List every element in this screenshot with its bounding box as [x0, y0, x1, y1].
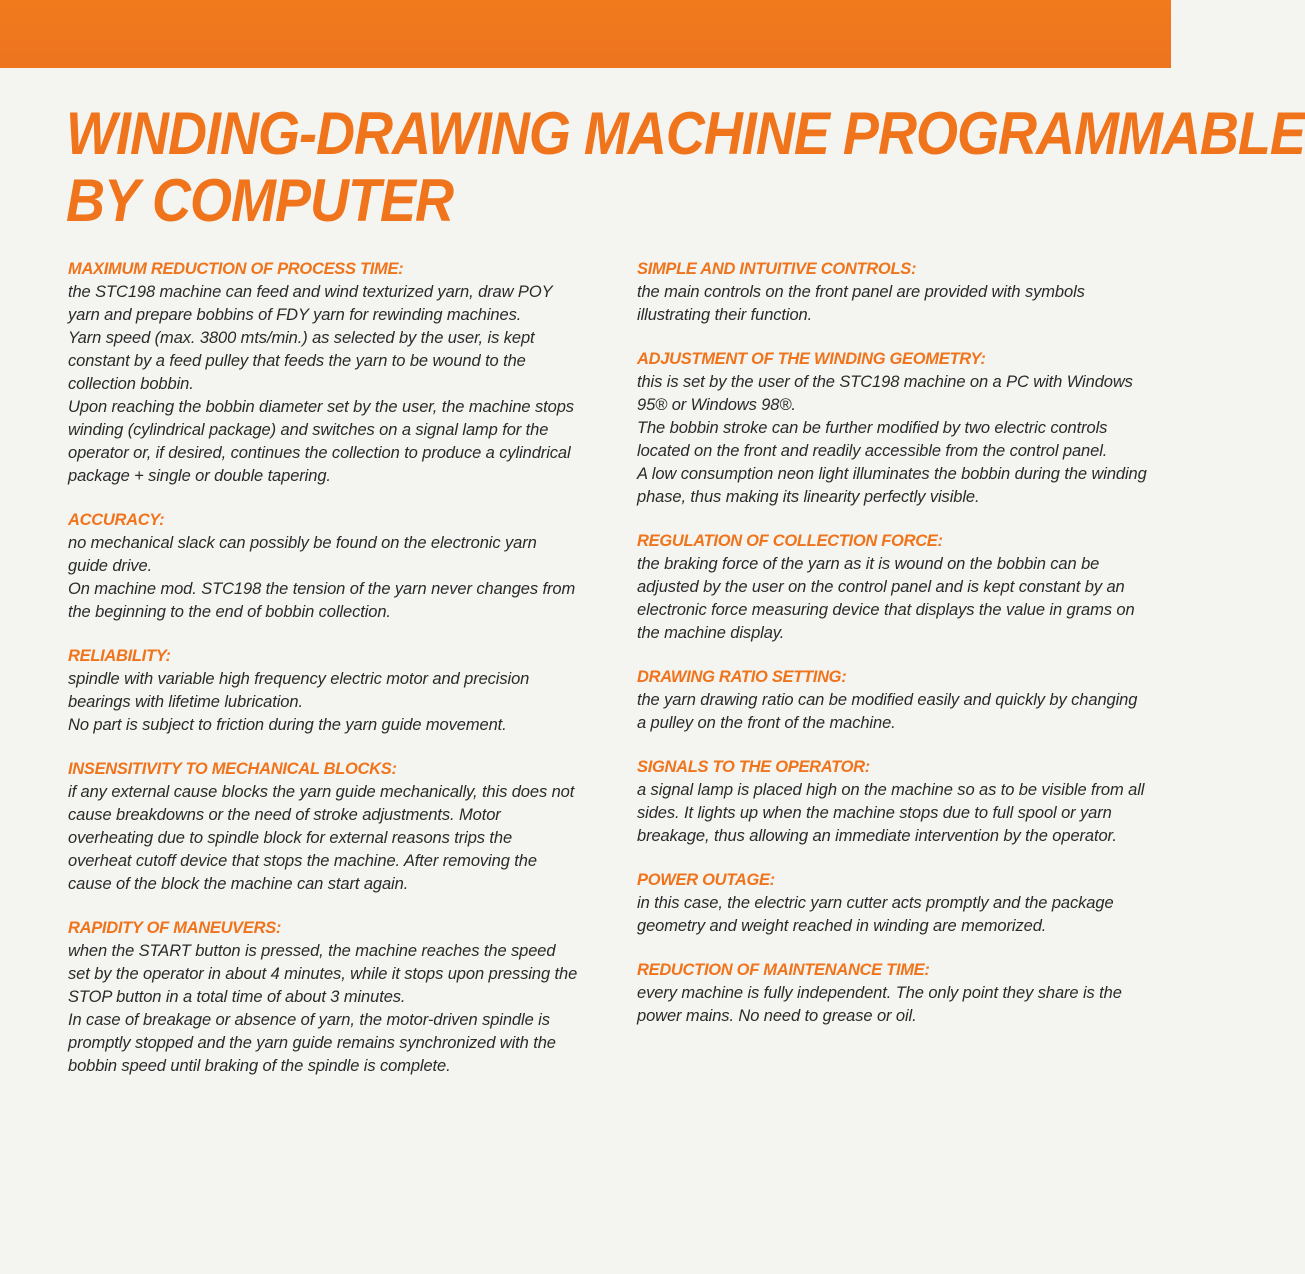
section-paragraph: no mechanical slack can possibly be found on the electronic yarn guide drive.: [68, 534, 537, 575]
page-title-line-1: WINDING-DRAWING MACHINE PROGRAMMABLE: [66, 100, 1305, 168]
section-heading: POWER OUTAGE:: [637, 871, 775, 889]
section-heading: REGULATION OF COLLECTION FORCE:: [637, 532, 943, 550]
section-maximum-reduction: [68, 258, 578, 488]
section-paragraph: On machine mod. STC198 the tension of the yarn never changes from the beginning to the end of bobbin collection.: [68, 580, 576, 621]
section-heading: ADJUSTMENT OF THE WINDING GEOMETRY:: [637, 350, 986, 368]
section-paragraph: if any external cause blocks the yarn guide mechanically, this does not cause breakdowns or the need of stroke adjustments. Motor overheating due to spindle block for external reasons trips the overheat cutoff device that stops the machine. After removing the cause of the block the machine can start again.: [68, 783, 575, 893]
section-power-outage: [637, 869, 1147, 938]
header-band: [0, 0, 1171, 68]
section-paragraph: this is set by the user of the STC198 machine on a PC with Windows 95® or Windows 98®.: [637, 373, 1133, 414]
section-drawing-ratio: [637, 666, 1147, 735]
section-heading: MAXIMUM REDUCTION OF PROCESS TIME:: [68, 260, 404, 278]
section-paragraph: Yarn speed (max. 3800 mts/min.) as selected by the user, is kept constant by a feed pulley that feeds the yarn to be wound to the collection bobbin.: [68, 329, 535, 393]
section-paragraph: Upon reaching the bobbin diameter set by the user, the machine stops winding (cylindrical package) and switches on a signal lamp for the operator or, if desired, continues the collection to produce a cylindrical package + single or double tapering.: [68, 398, 574, 485]
section-accuracy: [68, 509, 578, 624]
section-simple-controls: [637, 258, 1147, 327]
section-reliability: [68, 645, 578, 737]
section-paragraph: every machine is fully independent. The only point they share is the power mains. No need to grease or oil.: [637, 984, 1122, 1025]
section-paragraph: the main controls on the front panel are provided with symbols illustrating their function.: [637, 283, 1085, 324]
right-column: [637, 258, 1147, 1049]
section-paragraph: In case of breakage or absence of yarn, the motor-driven spindle is promptly stopped and the yarn guide remains synchronized with the bobbin speed until braking of the spindle is complete.: [68, 1011, 556, 1075]
section-heading: SIMPLE AND INTUITIVE CONTROLS:: [637, 260, 917, 278]
section-heading: RELIABILITY:: [68, 647, 171, 665]
section-signals: [637, 756, 1147, 848]
section-heading: DRAWING RATIO SETTING:: [637, 668, 847, 686]
section-rapidity: [68, 917, 578, 1078]
section-insensitivity: [68, 758, 578, 896]
section-paragraph: the braking force of the yarn as it is wound on the bobbin can be adjusted by the user on the control panel and is kept constant by an electronic force measuring device that displays the value in grams on the machine display.: [637, 555, 1135, 642]
section-collection-force: [637, 530, 1147, 645]
section-heading: RAPIDITY OF MANEUVERS:: [68, 919, 282, 937]
page-title: [66, 100, 1305, 235]
section-paragraph: the STC198 machine can feed and wind texturized yarn, draw POY yarn and prepare bobbins of FDY yarn for rewinding machines.: [68, 283, 553, 324]
section-paragraph: when the START button is pressed, the machine reaches the speed set by the operator in about 4 minutes, while it stops upon pressing the STOP button in a total time of about 3 minutes.: [68, 942, 578, 1006]
section-paragraph: in this case, the electric yarn cutter acts promptly and the package geometry and weight reached in winding are memorized.: [637, 894, 1114, 935]
section-paragraph: A low consumption neon light illuminates the bobbin during the winding phase, thus making its linearity perfectly visible.: [637, 465, 1147, 506]
section-paragraph: No part is subject to friction during the yarn guide movement.: [68, 716, 507, 734]
section-winding-geometry: [637, 348, 1147, 509]
section-maintenance: [637, 959, 1147, 1028]
page-title-line-2: BY COMPUTER: [66, 167, 454, 235]
section-heading: SIGNALS TO THE OPERATOR:: [637, 758, 870, 776]
section-paragraph: spindle with variable high frequency electric motor and precision bearings with lifetime lubrication.: [68, 670, 530, 711]
section-heading: ACCURACY:: [68, 511, 165, 529]
section-heading: INSENSITIVITY TO MECHANICAL BLOCKS:: [68, 760, 397, 778]
section-paragraph: The bobbin stroke can be further modified by two electric controls located on the front and readily accessible from the control panel.: [637, 419, 1108, 460]
section-paragraph: a signal lamp is placed high on the machine so as to be visible from all sides. It lights up when the machine stops due to full spool or yarn breakage, thus allowing an immediate intervention by the operator.: [637, 781, 1145, 845]
section-paragraph: the yarn drawing ratio can be modified easily and quickly by changing a pulley on the front of the machine.: [637, 691, 1138, 732]
section-heading: REDUCTION OF MAINTENANCE TIME:: [637, 961, 930, 979]
left-column: [68, 258, 578, 1099]
